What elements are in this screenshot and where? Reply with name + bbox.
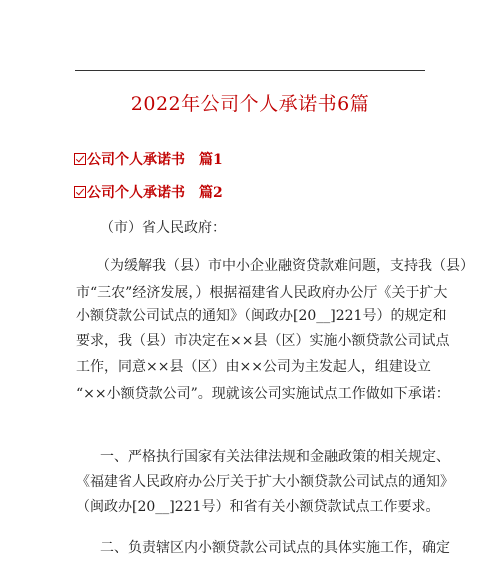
toc-item-2[interactable] bbox=[74, 182, 223, 202]
paragraph-1-line-4: 要求，我（县）市决定在××县（区）实施小额贷款公司试点 bbox=[76, 333, 450, 349]
document-title: 2022年公司个人承诺书6篇 bbox=[130, 93, 370, 115]
paragraph-1-line-3: 小额贷款公司试点的通知》（闽政办[20__]221号）的规定和 bbox=[76, 308, 447, 324]
header-rule bbox=[75, 70, 425, 71]
paragraph-2-line-1: 一、严格执行国家有关法律法规和金融政策的相关规定、 bbox=[100, 449, 450, 465]
paragraph-2-line-3: （闽政办[20__]221号）和省有关小额贷款试点工作要求。 bbox=[76, 499, 440, 515]
toc-item-suffix: 篇1 bbox=[199, 152, 223, 168]
toc-item-label: 公司个人承诺书 bbox=[87, 185, 185, 201]
toc-item-label: 公司个人承诺书 bbox=[87, 152, 185, 168]
paragraph-1-line-1: （为缓解我（县）市中小企业融资贷款难问题，支持我（县） bbox=[96, 258, 474, 274]
paragraph-1-line-2: 市“三农”经济发展，）根据福建省人民政府办公厅《关于扩大 bbox=[76, 285, 448, 301]
paragraph-2-line-2: 《福建省人民政府办公厅关于扩大小额贷款公司试点的通知》 bbox=[76, 474, 454, 490]
paragraph-1-line-6: “××小额贷款公司”。现就该公司实施试点工作做如下承诺： bbox=[76, 386, 450, 402]
salutation: （市）省人民政府： bbox=[100, 220, 226, 236]
toc-item-suffix: 篇2 bbox=[199, 185, 223, 201]
paragraph-1-line-5: 工作，同意××县（区）由××公司为主发起人，组建设立 bbox=[76, 359, 431, 375]
toc-item-1[interactable] bbox=[74, 149, 223, 169]
paragraph-3-line-1: 二、负责辖区内小额贷款公司试点的具体实施工作，确定 bbox=[100, 540, 450, 556]
checkbox-icon bbox=[74, 186, 86, 198]
checkbox-icon bbox=[74, 153, 86, 165]
